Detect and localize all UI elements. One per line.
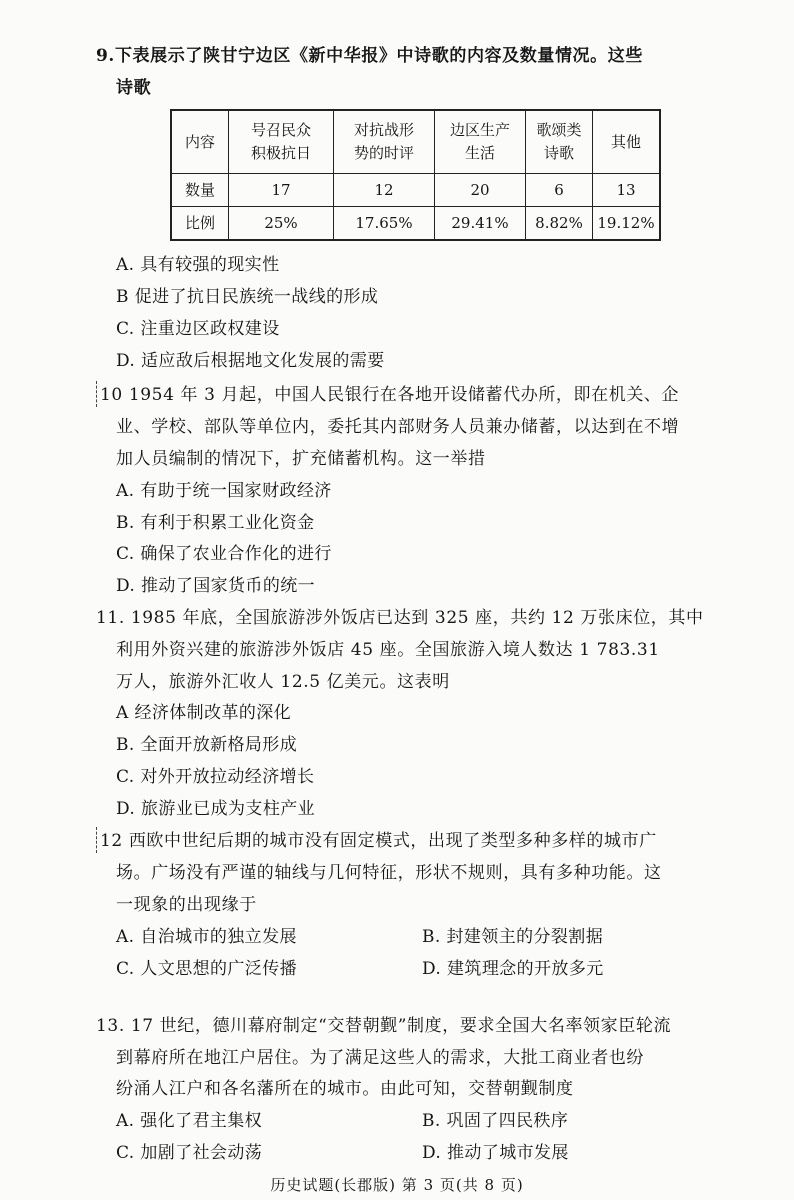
q11-stem-line3: 万人，旅游外汇收人 12.5 亿美元。这表明 xyxy=(116,672,450,692)
table-cell: 13 xyxy=(593,174,661,207)
table-header-cell: 对抗战形 势的时评 xyxy=(334,110,435,174)
q10-stem-line1: 10 1954 年 3 月起，中国人民银行在各地开设储蓄代办所，即在机关、企 xyxy=(100,385,680,405)
q11-option-b[interactable]: B. 全面开放新格局形成 xyxy=(116,735,298,755)
table-header-row xyxy=(171,110,660,174)
table-cell: 6 xyxy=(526,174,593,207)
q10-option-a[interactable]: A. 有助于统一国家财政经济 xyxy=(116,481,332,501)
table-cell: 8.82% xyxy=(526,207,593,241)
table-cell: 17 xyxy=(229,174,334,207)
q9-option-d[interactable]: D. 适应敌后根据地文化发展的需要 xyxy=(116,351,385,371)
q12-option-c[interactable]: C. 人文思想的广泛传播 xyxy=(116,959,298,979)
table-header-cell: 其他 xyxy=(593,110,661,174)
margin-mark xyxy=(96,827,97,853)
q11-stem-line1: 11. 1985 年底，全国旅游涉外饭店已达到 325 座，共约 12 万张床位，其中 xyxy=(96,608,704,628)
q12-stem-line1: 12 西欧中世纪后期的城市没有固定模式，出现了类型多种多样的城市广 xyxy=(100,831,657,851)
q13-option-c[interactable]: C. 加剧了社会动荡 xyxy=(116,1143,263,1163)
q10-option-c[interactable]: C. 确保了农业合作化的进行 xyxy=(116,544,332,564)
q9-option-a[interactable]: A. 具有较强的现实性 xyxy=(116,255,280,275)
q11-option-a[interactable]: A 经济体制改革的深化 xyxy=(116,703,292,723)
poetry-table xyxy=(170,109,661,241)
q13-stem-line1: 13. 17 世纪，德川幕府制定“交替朝觐”制度，要求全国大名率领家臣轮流 xyxy=(96,1016,672,1036)
page-footer: 历史试题(长郡版) 第 3 页(共 8 页) xyxy=(270,1176,524,1194)
q11-option-c[interactable]: C. 对外开放拉动经济增长 xyxy=(116,767,315,787)
q9-stem-line1: 9.下表展示了陕甘宁边区《新中华报》中诗歌的内容及数量情况。这些 xyxy=(96,46,643,66)
table-cell: 12 xyxy=(334,174,435,207)
table-cell: 25% xyxy=(229,207,334,241)
table-cell: 比例 xyxy=(171,207,229,241)
table-row xyxy=(171,207,660,241)
q12-option-a[interactable]: A. 自治城市的独立发展 xyxy=(116,927,297,947)
q12-option-d[interactable]: D. 建筑理念的开放多元 xyxy=(422,959,604,979)
q10-stem-line2: 业、学校、部队等单位内，委托其内部财务人员兼办储蓄，以达到在不增 xyxy=(116,417,680,437)
table-row xyxy=(171,174,660,207)
q10-option-b[interactable]: B. 有利于积累工业化资金 xyxy=(116,513,315,533)
q11-option-d[interactable]: D. 旅游业已成为支柱产业 xyxy=(116,799,316,819)
table-cell: 数量 xyxy=(171,174,229,207)
q10-stem-line3: 加人员编制的情况下，扩充储蓄机构。这一举措 xyxy=(116,449,486,469)
table-cell: 29.41% xyxy=(435,207,526,241)
q13-stem-line3: 纷涌人江户和各名藩所在的城市。由此可知，交替朝觐制度 xyxy=(116,1079,574,1099)
q13-option-d[interactable]: D. 推动了城市发展 xyxy=(422,1143,569,1163)
q9-option-c[interactable]: C. 注重边区政权建设 xyxy=(116,319,280,339)
q12-stem-line2: 场。广场没有严谨的轴线与几何特征，形状不规则，具有多种功能。这 xyxy=(116,863,662,883)
q12-option-b[interactable]: B. 封建领主的分裂割据 xyxy=(422,927,604,947)
q9-stem-line2: 诗歌 xyxy=(116,78,152,98)
q12-stem-line3: 一现象的出现缘于 xyxy=(116,895,257,915)
q10-option-d[interactable]: D. 推动了国家货币的统一 xyxy=(116,576,316,596)
table-header-cell: 边区生产 生活 xyxy=(435,110,526,174)
table-header-cell: 歌颂类 诗歌 xyxy=(526,110,593,174)
margin-mark xyxy=(96,381,97,407)
table-cell: 17.65% xyxy=(334,207,435,241)
q13-option-a[interactable]: A. 强化了君主集权 xyxy=(116,1111,263,1131)
table-header-cell: 号召民众 积极抗日 xyxy=(229,110,334,174)
q13-option-b[interactable]: B. 巩固了四民秩序 xyxy=(422,1111,569,1131)
q9-option-b[interactable]: B 促进了抗日民族统一战线的形成 xyxy=(116,287,379,307)
q13-stem-line2: 到幕府所在地江户居住。为了满足这些人的需求，大批工商业者也纷 xyxy=(116,1048,644,1068)
table-cell: 20 xyxy=(435,174,526,207)
q11-stem-line2: 利用外资兴建的旅游涉外饭店 45 座。全国旅游入境人数达 1 783.31 xyxy=(116,640,660,660)
table-cell: 19.12% xyxy=(593,207,661,241)
table-header-cell: 内容 xyxy=(171,110,229,174)
